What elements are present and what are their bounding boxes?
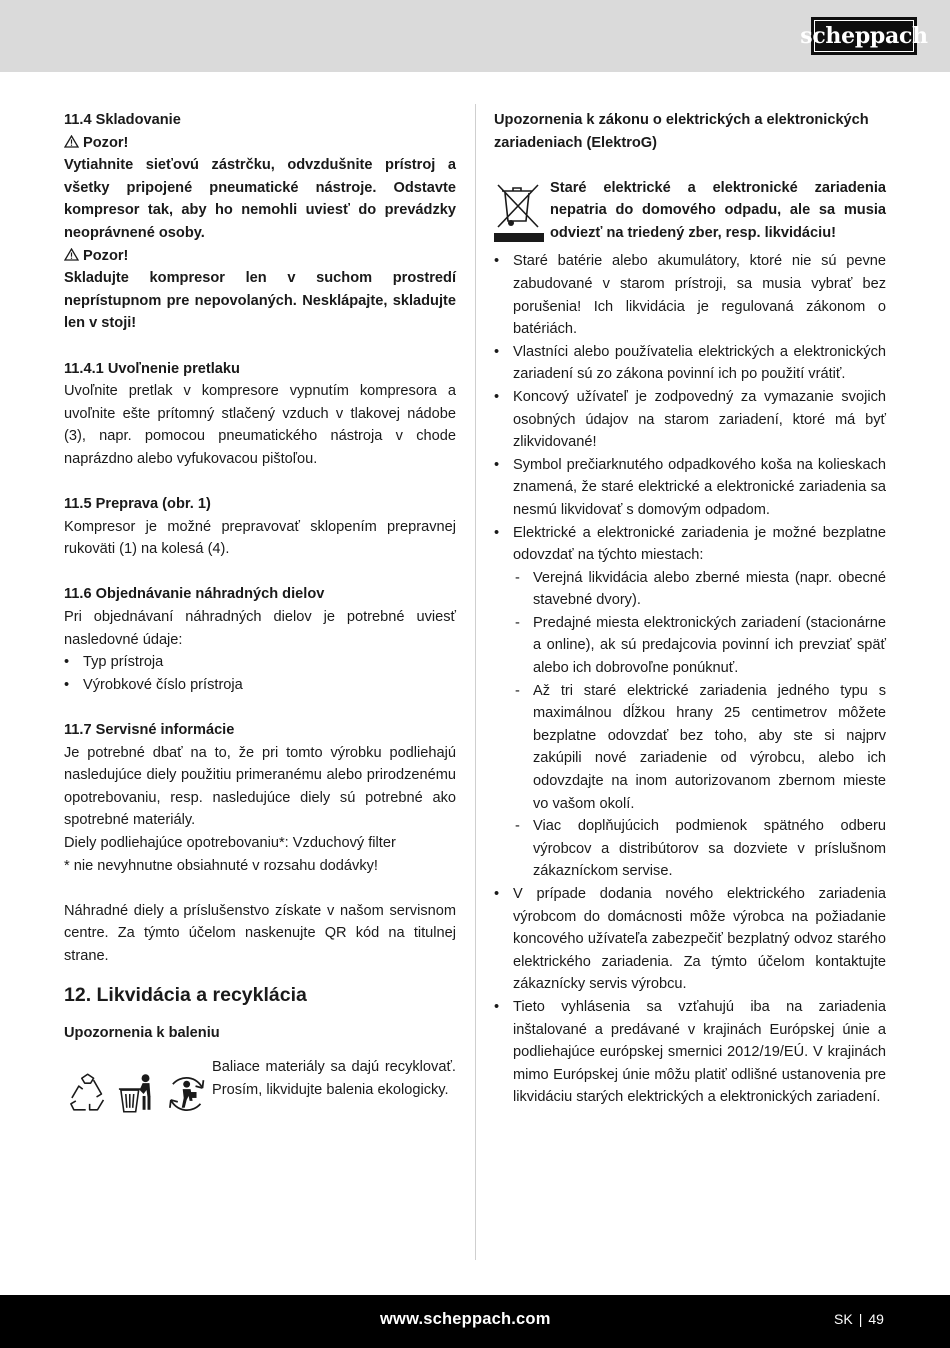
list-item: • Elektrické a elektronické zariadenia je možné bezplatne odovzdať na týchto miestach: - Verejná likvidácia alebo zberné miesta (napr. obecné stavebné dvory). - Predajné miesta elektronických zariadení (stacionárne a online), ak sú predajcovia povinní ich prevziať späť alebo ich dobrovoľne ponúknuť. - Až tri staré elektrické zariadenia jedného typu s maximálnou dĺžkou hrany 25 centimetrov môžete bezplatne odovzdať bez toho, aby ste si najprv zakúpili nové zariadenie od výrobcu, alebo ich odovzdajte na inom autorizovanom zbernom mieste vo vašom okolí. - Viac doplňujúcich podmienok spätného odberu výrobcov a distribútorov sa dozviete v príslušnom zákazníckom servise. — [494, 522, 886, 884]
column-divider — [475, 104, 476, 1260]
section-11-7-text-2: Diely podliehajúce opotrebovaniu*: Vzduchový filter — [64, 835, 396, 851]
section-11-5-text: Kompresor je možné prepravovať sklopením prepravnej rukoväti (1) na kolesá (4). — [64, 518, 456, 558]
page-number: SK | 49 — [834, 1311, 884, 1327]
return-points-list — [513, 567, 886, 883]
warning-1: Pozor! — [64, 132, 456, 155]
brand-logo: scheppach — [811, 17, 917, 55]
sub-list-item: - Až tri staré elektrické zariadenia jedného typu s maximálnou dĺžkou hrany 25 centimetrov môžete bezplatne odovzdať bez toho, aby ste si najprv zakúpili nové zariadenie od výrobcu, alebo ich odovzdajte na inom autorizovanom zbernom mieste vo vašom okolí. — [513, 680, 886, 816]
sub-list-item: - Verejná likvidácia alebo zberné miesta (napr. obecné stavebné dvory). — [513, 567, 886, 612]
recycle-person-icon — [163, 1070, 210, 1118]
trash-bin-person-icon — [113, 1070, 160, 1118]
sub-list-item: - Viac doplňujúcich podmienok spätného odberu výrobcov a distribútorov sa dozviete v príslušnom zákazníckom servise. — [513, 815, 886, 883]
list-item: • Vlastníci alebo používatelia elektrických a elektronických zariadení sú zo zákona povinní ich po použití vrátiť. — [494, 341, 886, 386]
section-11-7-title: 11.7 Servisné informácie — [64, 722, 235, 739]
section-11-5-title: 11.5 Preprava (obr. 1) — [64, 496, 211, 513]
packaging-text: Baliace materiály sa dajú recyklovať. Prosím, likvidujte balenia ekologicky. — [212, 1059, 456, 1098]
section-11-4-1-title: 11.4.1 Uvoľnenie pretlaku — [64, 360, 240, 377]
packaging-icons — [64, 1070, 212, 1118]
section-11-7-text-3: * nie nevyhnutne obsiahnuté v rozsahu dodávky! — [64, 857, 378, 874]
website-link[interactable]: www.scheppach.com — [380, 1310, 551, 1328]
section-11-7-text-1: Je potrebné dbať na to, že pri tomto výrobku podliehajú nasledujúce diely použitiu primeranému alebo prirodzenému opotrebovaniu, resp. nasledujúce diely sú potrebné ako spotrebné materiály. — [64, 744, 456, 829]
section-11-4-title: 11.4 Skladovanie — [64, 112, 181, 128]
page-header — [0, 0, 950, 72]
list-item: • Staré batérie alebo akumulátory, ktoré nie sú pevne zabudované v starom prístroji, sa musia vybrať bez porušenia! Ich likvidácia je regulovaná zákonom o batériách. — [494, 250, 886, 340]
section-11-4-1-text: Uvoľnite pretlak v kompresore vypnutím kompresora a uvoľnite ešte prítomný stlačený vzduch v tlakovej nádobe (3), napr. pomocou pneumatického nástroja v chode naprázdno alebo vyfukovacou pištoľou. — [64, 383, 456, 467]
left-column — [64, 109, 456, 1118]
electrog-title: Upozornenia k zákonu o elektrických a elektronických zariadeniach (ElektroG) — [494, 112, 869, 151]
list-item: • Symbol prečiarknutého odpadkového koša na kolieskach znamená, že staré elektrické a elektronické zariadenia sa nesmú likvidovať s domovým odpadom. — [494, 454, 886, 522]
chapter-12-title: 12. Likvidácia a recyklácia — [64, 983, 307, 1006]
weee-block — [494, 177, 886, 251]
right-column — [494, 109, 886, 1109]
recycle-icon — [64, 1070, 111, 1118]
order-data-list — [64, 651, 456, 696]
list-item: • Typ prístroja — [64, 651, 456, 674]
weee-crossed-bin-icon — [494, 181, 550, 251]
warning-triangle-icon — [64, 248, 79, 261]
packaging-block — [64, 1056, 456, 1118]
section-11-6-title: 11.6 Objednávanie náhradných dielov — [64, 586, 325, 603]
weee-text: Staré elektrické a elektronické zariadenia nepatria do domového odpadu, ale sa musia odviezť na triedený zber, resp. likvidáciu! — [550, 179, 886, 241]
section-11-6-text: Pri objednávaní náhradných dielov je potrebné uviesť nasledovné údaje: — [64, 609, 456, 648]
section-11-4-text-1: Vytiahnite sieťovú zástrčku, odvzdušnite prístroj a všetky pripojené pneumatické nástroje. Odstavte kompresor tak, aby ho nemohli uviesť do prevádzky neoprávnené osoby. — [64, 157, 456, 241]
sub-list-item: - Predajné miesta elektronických zariadení (stacionárne a online), ak sú predajcovia povinní ich prevziať späť alebo ich dobrovoľne ponúknuť. — [513, 612, 886, 680]
section-11-7-text-4: Náhradné diely a príslušenstvo získate v našom servisnom centre. Za týmto účelom naskenujte QR kód na titulnej strane. — [64, 902, 456, 964]
packaging-title: Upozornenia k baleniu — [64, 1024, 220, 1041]
list-item: • Výrobkové číslo prístroja — [64, 674, 456, 697]
section-11-4-text-2: Skladujte kompresor len v suchom prostredí neprístupnom pre nepovolaných. Nesklápajte, skladujte len v stoji! — [64, 270, 456, 332]
list-item: • Tieto vyhlásenia sa vzťahujú iba na zariadenia inštalované a predávané v krajinách Európskej únie a podliehajúce európskej smernici 2012/19/EÚ. V krajinách mimo Európskej únie môžu platiť odlišné ustanovenia pre likvidáciu starých elektrických a elektronických zariadení. — [494, 996, 886, 1109]
warning-2: Pozor! — [64, 245, 456, 268]
list-item: • V prípade dodania nového elektrického zariadenia výrobcom do domácnosti môže výrobca na požiadanie koncového užívateľa zabezpečiť bezplatný odvoz starého elektrického zariadenia. Za týmto účelom kontaktujte zákaznícky servis výrobcu. — [494, 883, 886, 996]
electrog-list — [494, 250, 886, 1109]
warning-triangle-icon — [64, 135, 79, 148]
page-footer — [0, 1295, 950, 1348]
list-item: • Koncový užívateľ je zodpovedný za vymazanie svojich osobných údajov na starom zariadení, ktoré má byť zlikvidované! — [494, 386, 886, 454]
